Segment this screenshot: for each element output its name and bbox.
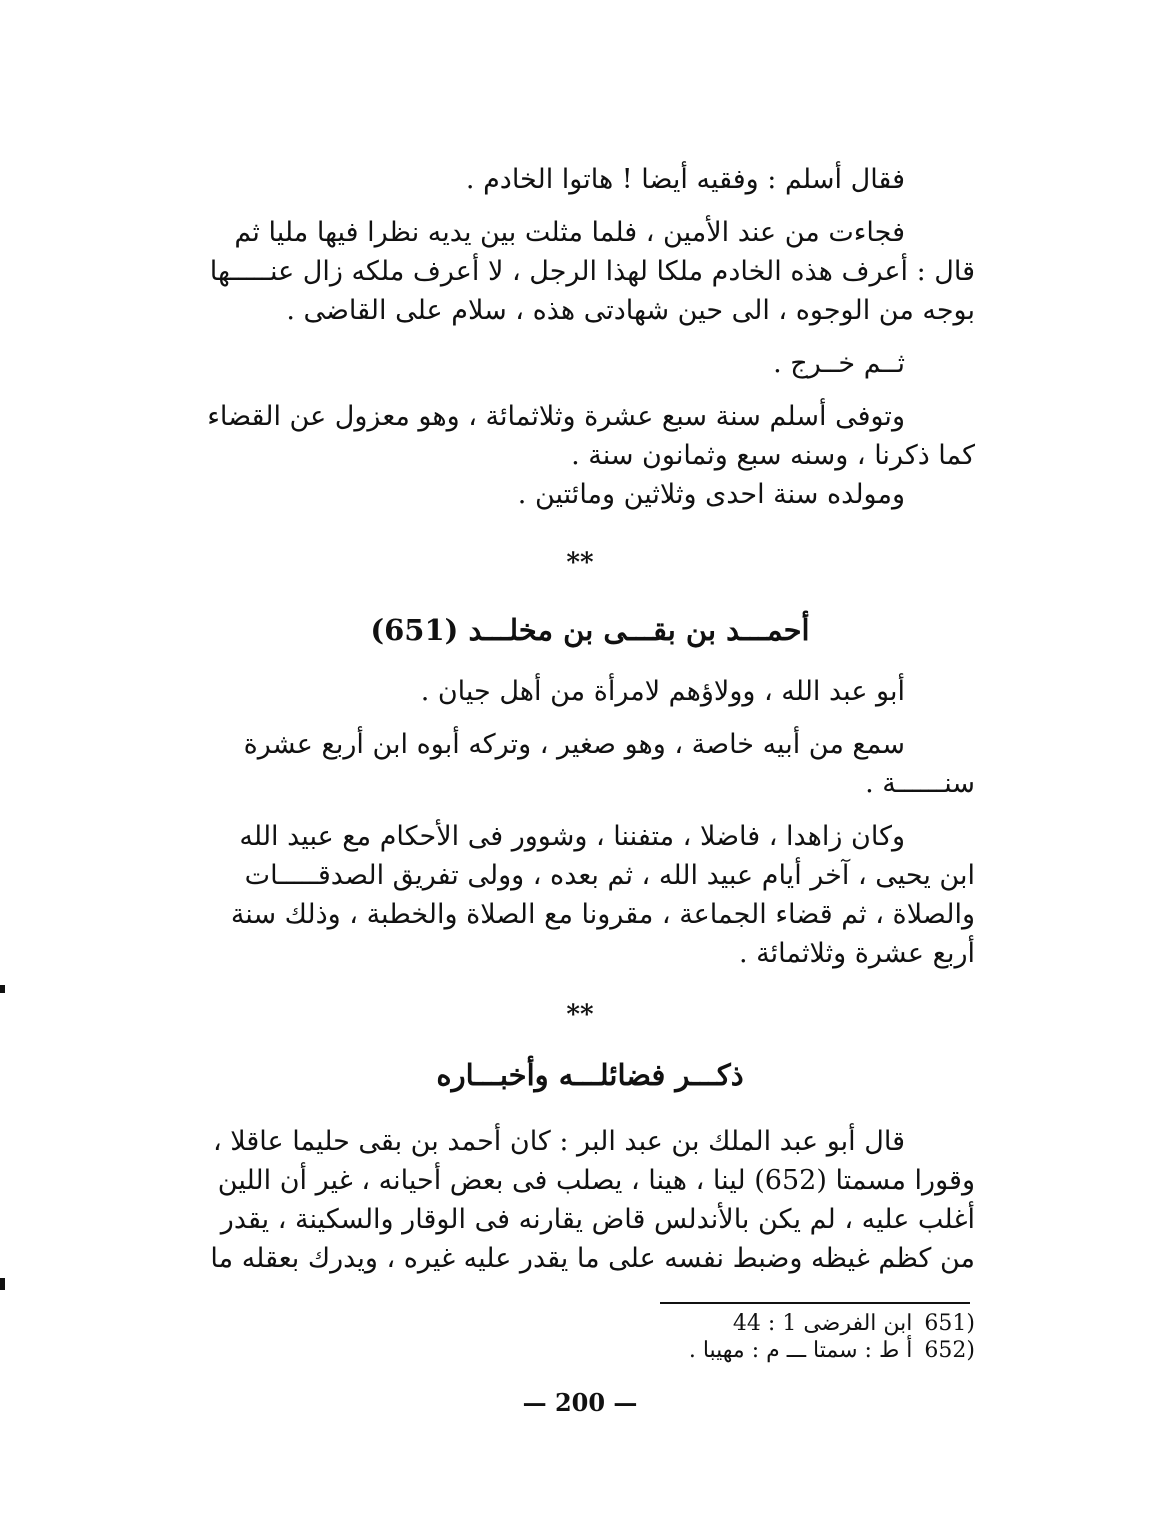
scan-edge-mark — [0, 1278, 5, 1290]
text-line: سنــــــة . — [865, 768, 975, 799]
text-line: والصلاة ، ثم قضاء الجماعة ، مقرونا مع الصلاة والخطبة ، وذلك سنة — [230, 899, 975, 930]
text-line: بوجه من الوجوه ، الى حين شهادتى هذه ، سلام على القاضى . — [286, 295, 975, 326]
text-line: أربع عشرة وثلاثمائة . — [739, 938, 975, 969]
paragraph — [205, 817, 975, 973]
text-line: كما ذكرنا ، وسنه سبع وثمانون سنة . — [571, 440, 975, 471]
paragraph — [205, 672, 975, 711]
footnote-item — [560, 1337, 975, 1364]
footnote-item — [560, 1310, 975, 1337]
paragraph — [205, 1122, 975, 1278]
text-line: قال : أعرف هذه الخادم ملكا لهذا الرجل ، لا أعرف ملكه زال عنـــــها — [209, 256, 975, 287]
virtues-text — [205, 1122, 975, 1278]
paragraph — [205, 213, 975, 330]
section-title: ذكـــر فضائلـــه وأخبـــاره — [436, 1058, 744, 1092]
scan-edge-mark — [0, 985, 5, 993]
text-line: وقورا مسمتا (652) لينا ، هينا ، يصلب فى بعض أحيانه ، غير أن اللين — [217, 1165, 975, 1196]
section-separator: ** — [566, 1000, 594, 1030]
footnote-text: ابن الفرضى 1 : 44 — [732, 1311, 913, 1336]
text-line: أغلب عليه ، لم يكن بالأندلس قاض يقارنه فى الوقار والسكينة ، يقدر — [220, 1204, 975, 1235]
entry-text — [205, 672, 975, 973]
paragraph — [205, 160, 975, 199]
paragraph — [205, 475, 975, 514]
footnotes — [560, 1310, 975, 1364]
text-line: وتوفى أسلم سنة سبع عشرة وثلاثمائة ، وهو معزول عن القضاء — [207, 401, 905, 432]
text-line: فقال أسلم : وفقيه أيضا ! هاتوا الخادم . — [465, 164, 905, 195]
text-line: ثــم خــرج . — [773, 348, 905, 379]
text-line: فجاءت من عند الأمين ، فلما مثلت بين يديه نظرا فيها مليا ثم — [234, 217, 905, 248]
footnote-number: (651 — [924, 1311, 975, 1336]
paragraph — [205, 725, 975, 803]
paragraph — [205, 397, 975, 475]
text-line: من كظم غيظه وضبط نفسه على ما يقدر عليه غيره ، ويدرك بعقله ما — [210, 1243, 975, 1274]
section-continued-text — [205, 160, 975, 514]
footnote-text: أ ط : سمتا ـــ م : مهيبا . — [688, 1338, 913, 1363]
text-line: ابن يحيى ، آخر أيام عبيد الله ، ثم بعده ، وولى تفريق الصدقـــــات — [244, 860, 975, 891]
text-line: وكان زاهدا ، فاضلا ، متفننا ، وشوور فى الأحكام مع عبيد الله — [239, 821, 905, 852]
text-line: أبو عبد الله ، وولاؤهم لامرأة من أهل جيان . — [420, 676, 905, 707]
text-line: ومولده سنة احدى وثلاثين ومائتين . — [517, 479, 905, 510]
entry-title: أحمـــد بن بقـــى بن مخلـــد (651) — [370, 613, 810, 647]
footnote-divider — [660, 1302, 970, 1304]
section-separator: ** — [566, 548, 594, 578]
paragraph — [205, 344, 975, 383]
text-line: سمع من أبيه خاصة ، وهو صغير ، وتركه أبوه ابن أربع عشرة — [243, 729, 905, 760]
text-line: قال أبو عبد الملك بن عبد البر : كان أحمد بن بقى حليما عاقلا ، — [212, 1126, 905, 1157]
footnote-number: (652 — [924, 1338, 975, 1363]
page-number: — 200 — — [522, 1388, 638, 1417]
